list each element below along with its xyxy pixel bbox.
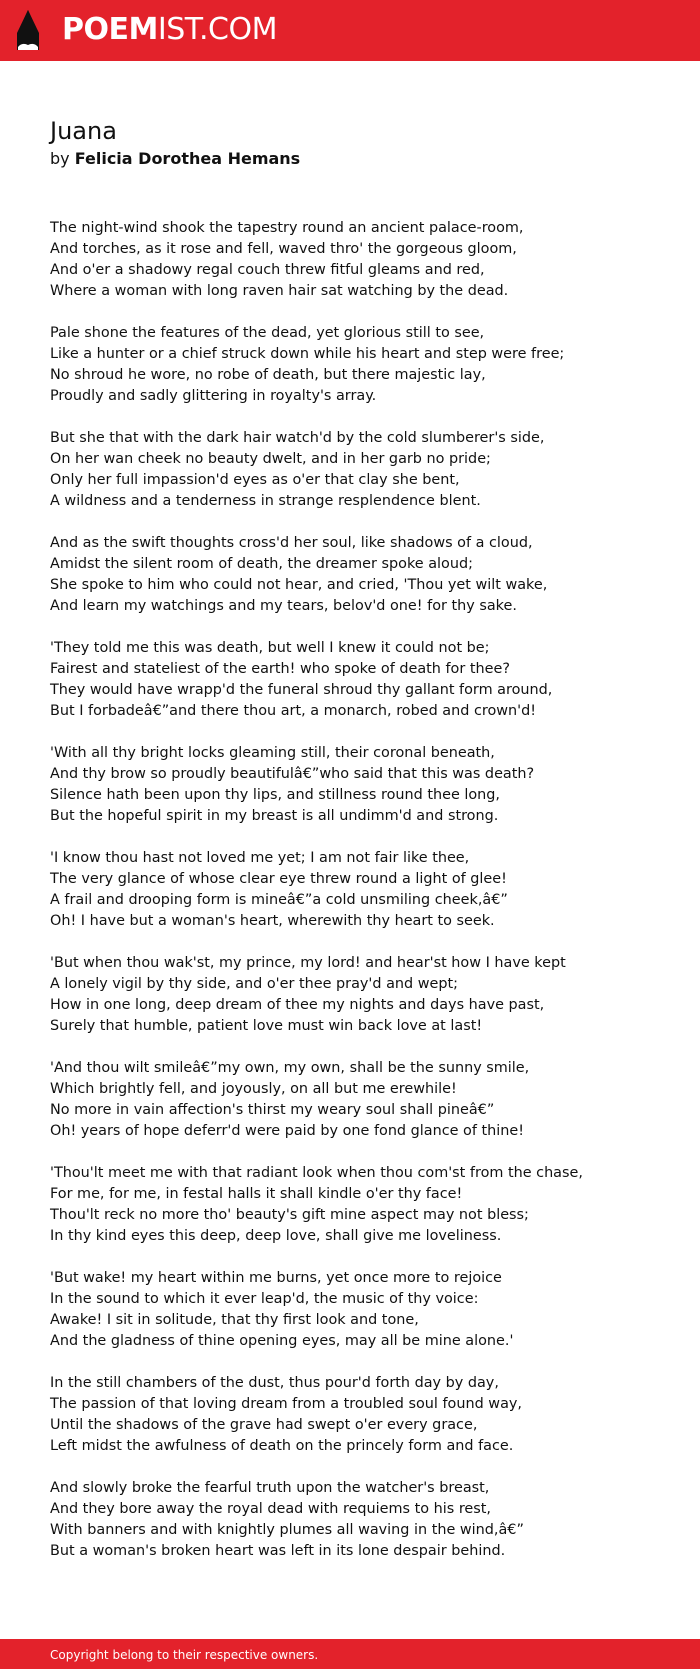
byline-prefix: by — [50, 149, 70, 168]
poem-stanza — [50, 428, 670, 512]
poem-title: Juana — [50, 117, 117, 145]
copyright-text: Copyright belong to their respective owners. — [50, 1648, 319, 1662]
poem-line: In thy kind eyes this deep, deep love, shall give me loveliness. — [50, 1228, 502, 1244]
poem-byline — [50, 148, 300, 170]
poem-line: A lonely vigil by thy side, and o'er thee pray'd and wept; — [50, 976, 458, 992]
poem-line: 'With all thy bright locks gleaming still, their coronal beneath, — [50, 745, 495, 761]
poem-line: They would have wrapp'd the funeral shroud thy gallant form around, — [50, 682, 553, 698]
poem-line: Only her full impassion'd eyes as o'er that clay she bent, — [50, 472, 460, 488]
poem-line: And torches, as it rose and fell, waved thro' the gorgeous gloom, — [50, 241, 517, 257]
poem-stanza — [50, 1478, 670, 1562]
poem-line: 'But when thou wak'st, my prince, my lord! and hear'st how I have kept — [50, 955, 566, 971]
poem-line: With banners and with knightly plumes all waving in the wind,â€” — [50, 1522, 524, 1538]
poem-line: 'But wake! my heart within me burns, yet once more to rejoice — [50, 1270, 502, 1286]
poem-line: And slowly broke the fearful truth upon the watcher's breast, — [50, 1480, 490, 1496]
poem-stanza — [50, 533, 670, 617]
poem-line: On her wan cheek no beauty dwelt, and in her garb no pride; — [50, 451, 491, 467]
poem-line: Awake! I sit in solitude, that thy first look and tone, — [50, 1312, 419, 1328]
poem-line: Until the shadows of the grave had swept o'er every grace, — [50, 1417, 478, 1433]
poem-line: Amidst the silent room of death, the dreamer spoke aloud; — [50, 556, 473, 572]
poem-line: 'And thou wilt smileâ€”my own, my own, shall be the sunny smile, — [50, 1060, 530, 1076]
poem-line: 'Thou'lt meet me with that radiant look when thou com'st from the chase, — [50, 1165, 583, 1181]
poem-line: For me, for me, in festal halls it shall kindle o'er thy face! — [50, 1186, 463, 1202]
poem-body — [50, 218, 670, 1583]
poem-line: Pale shone the features of the dead, yet glorious still to see, — [50, 325, 485, 341]
poem-line: Left midst the awfulness of death on the princely form and face. — [50, 1438, 514, 1454]
poem-stanza — [50, 1163, 670, 1247]
poem-line: Like a hunter or a chief struck down while his heart and step were free; — [50, 346, 565, 362]
poem-line: But she that with the dark hair watch'd by the cold slumberer's side, — [50, 430, 545, 446]
poem-line: The passion of that loving dream from a troubled soul found way, — [50, 1396, 522, 1412]
poem-line: A frail and drooping form is mineâ€”a cold unsmiling cheek,â€” — [50, 892, 508, 908]
poem-line: Which brightly fell, and joyously, on all but me erewhile! — [50, 1081, 457, 1097]
poem-line: And as the swift thoughts cross'd her soul, like shadows of a cloud, — [50, 535, 533, 551]
site-footer — [0, 1639, 700, 1669]
site-header — [0, 0, 700, 61]
poem-line: Surely that humble, patient love must win back love at last! — [50, 1018, 483, 1034]
logo-bold-text: POEM — [62, 12, 158, 47]
poem-line: But I forbadeâ€”and there thou art, a monarch, robed and crown'd! — [50, 703, 537, 719]
poem-line: A wildness and a tenderness in strange resplendence blent. — [50, 493, 481, 509]
poem-stanza — [50, 1373, 670, 1457]
poem-stanza — [50, 953, 670, 1037]
poem-stanza — [50, 638, 670, 722]
poem-line: And learn my watchings and my tears, belov'd one! for thy sake. — [50, 598, 517, 614]
poem-line: And the gladness of thine opening eyes, may all be mine alone.' — [50, 1333, 514, 1349]
poem-stanza — [50, 743, 670, 827]
poem-line: In the sound to which it ever leap'd, the music of thy voice: — [50, 1291, 479, 1307]
poem-line: She spoke to him who could not hear, and cried, 'Thou yet wilt wake, — [50, 577, 548, 593]
poem-stanza — [50, 848, 670, 932]
poem-line: Fairest and stateliest of the earth! who spoke of death for thee? — [50, 661, 510, 677]
poem-line: Thou'lt reck no more tho' beauty's gift mine aspect may not bless; — [50, 1207, 529, 1223]
poem-line: How in one long, deep dream of thee my nights and days have past, — [50, 997, 545, 1013]
poem-line: But a woman's broken heart was left in its lone despair behind. — [50, 1543, 506, 1559]
poem-stanza — [50, 323, 670, 407]
poem-line: No shroud he wore, no robe of death, but there majestic lay, — [50, 367, 486, 383]
poem-line: Oh! years of hope deferr'd were paid by one fond glance of thine! — [50, 1123, 525, 1139]
poem-line: The very glance of whose clear eye threw round a light of glee! — [50, 871, 507, 887]
poem-author: Felicia Dorothea Hemans — [74, 149, 301, 168]
poem-stanza — [50, 1268, 670, 1352]
pencil-tip-icon[interactable] — [16, 9, 40, 51]
poem-line: And they bore away the royal dead with requiems to his rest, — [50, 1501, 492, 1517]
poem-stanza — [50, 218, 670, 302]
poem-line: No more in vain affection's thirst my weary soul shall pineâ€” — [50, 1102, 495, 1118]
site-logo[interactable] — [62, 12, 277, 48]
logo-light-text: IST.COM — [157, 12, 277, 47]
poem-line: And thy brow so proudly beautifulâ€”who said that this was death? — [50, 766, 535, 782]
poem-line: But the hopeful spirit in my breast is all undimm'd and strong. — [50, 808, 499, 824]
poem-line: In the still chambers of the dust, thus pour'd forth day by day, — [50, 1375, 499, 1391]
poem-line: 'I know thou hast not loved me yet; I am not fair like thee, — [50, 850, 470, 866]
poem-line: Oh! I have but a woman's heart, wherewith thy heart to seek. — [50, 913, 495, 929]
poem-line: And o'er a shadowy regal couch threw fitful gleams and red, — [50, 262, 485, 278]
poem-line: 'They told me this was death, but well I knew it could not be; — [50, 640, 490, 656]
poem-line: Where a woman with long raven hair sat watching by the dead. — [50, 283, 509, 299]
poem-line: Silence hath been upon thy lips, and stillness round thee long, — [50, 787, 501, 803]
poem-line: The night-wind shook the tapestry round an ancient palace-room, — [50, 220, 524, 236]
poem-stanza — [50, 1058, 670, 1142]
poem-line: Proudly and sadly glittering in royalty's array. — [50, 388, 377, 404]
